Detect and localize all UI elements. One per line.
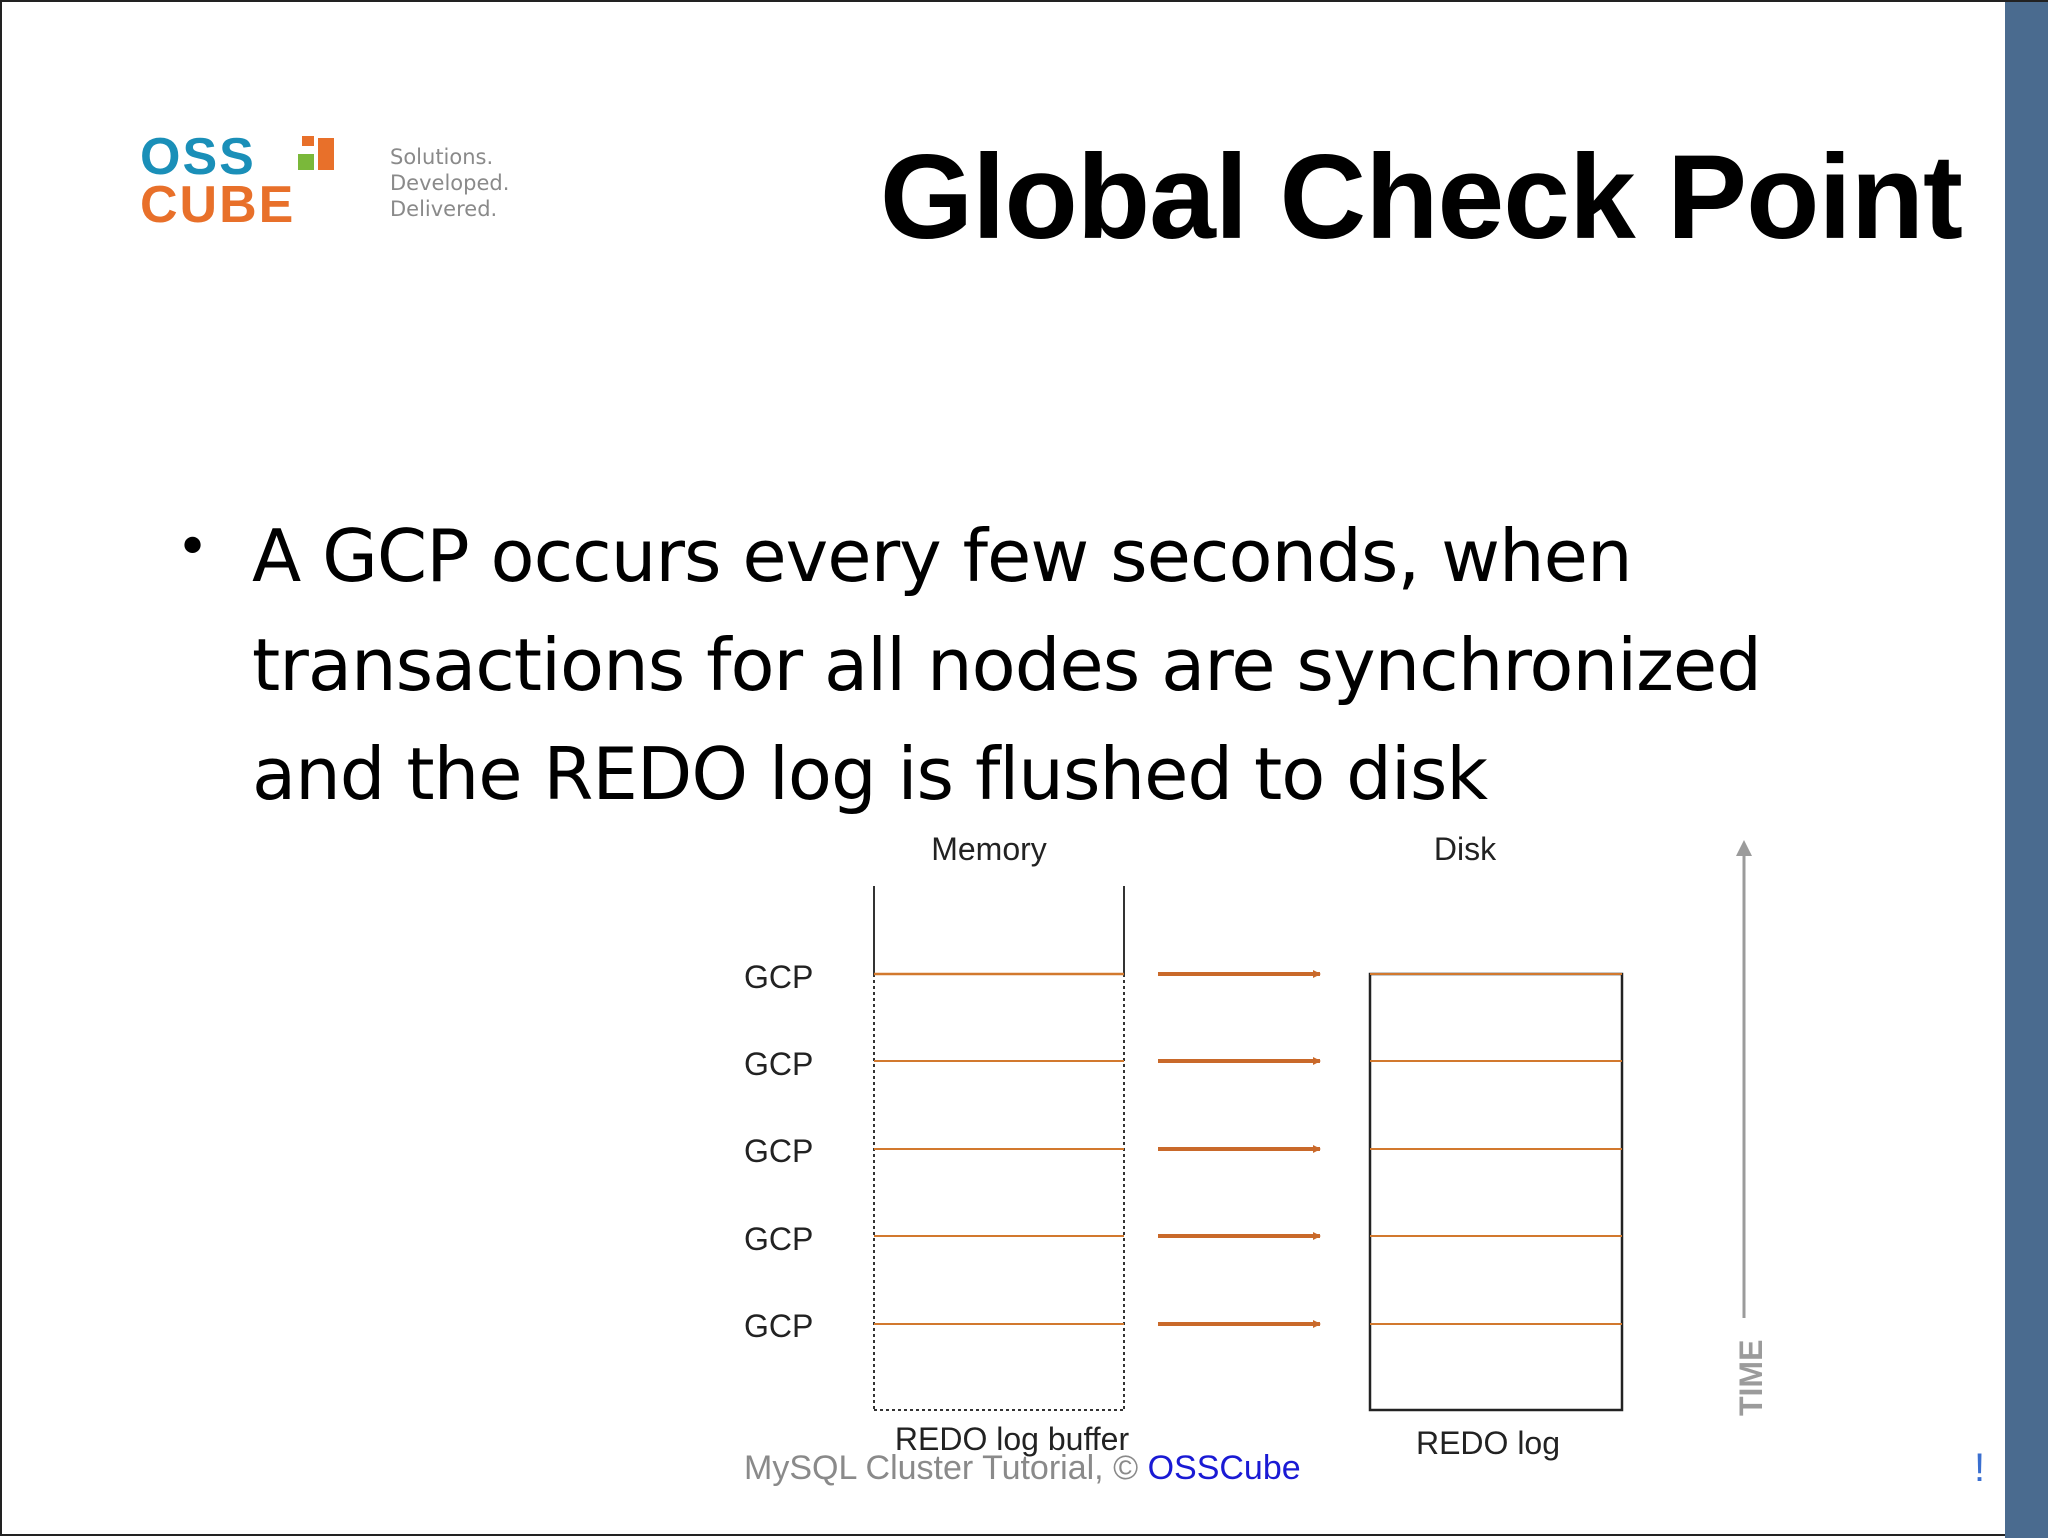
gcp-label: GCP: [744, 1308, 814, 1344]
footer-credit: [744, 1448, 1301, 1488]
gcp-row: [744, 959, 1622, 995]
gcp-row: [744, 1308, 1622, 1344]
redo-log-label: REDO log: [1415, 1425, 1561, 1461]
logo-tagline-3: Delivered.: [390, 197, 498, 221]
logo-word-bottom: CUBE: [140, 176, 296, 230]
gcp-row: [744, 1133, 1622, 1169]
gcp-label: GCP: [744, 959, 814, 995]
footer-mark: !: [1974, 1446, 1986, 1490]
gcp-label: GCP: [744, 1046, 814, 1082]
gcp-diagram: [2, 2, 2048, 1538]
logo-tagline-1: Solutions.: [390, 145, 494, 169]
gcp-row: [744, 1221, 1622, 1257]
redo-log-buffer-label: REDO log buffer: [894, 1421, 1130, 1457]
logo-tagline-2: Developed.: [390, 171, 510, 195]
gcp-label: GCP: [744, 1221, 814, 1257]
redo-log-box: [1370, 974, 1622, 1410]
footer-text: MySQL Cluster Tutorial, ©: [744, 1449, 1148, 1487]
bullet-marker: •: [176, 515, 210, 580]
page-title: Global Check Point: [879, 130, 1962, 264]
bullet-text: A GCP occurs every few seconds, when transactions for all nodes are synchronized and the REDO log is flushed to disk: [252, 514, 1761, 816]
gcp-row: [744, 1046, 1622, 1082]
disk-label: Disk: [1433, 831, 1497, 867]
footer-brand-link[interactable]: OSSCube: [1147, 1449, 1301, 1487]
memory-label: Memory: [931, 831, 1047, 867]
gcp-label: GCP: [744, 1133, 814, 1169]
time-label: TIME: [1733, 1339, 1769, 1416]
logo-word-top: OSS: [140, 130, 256, 186]
